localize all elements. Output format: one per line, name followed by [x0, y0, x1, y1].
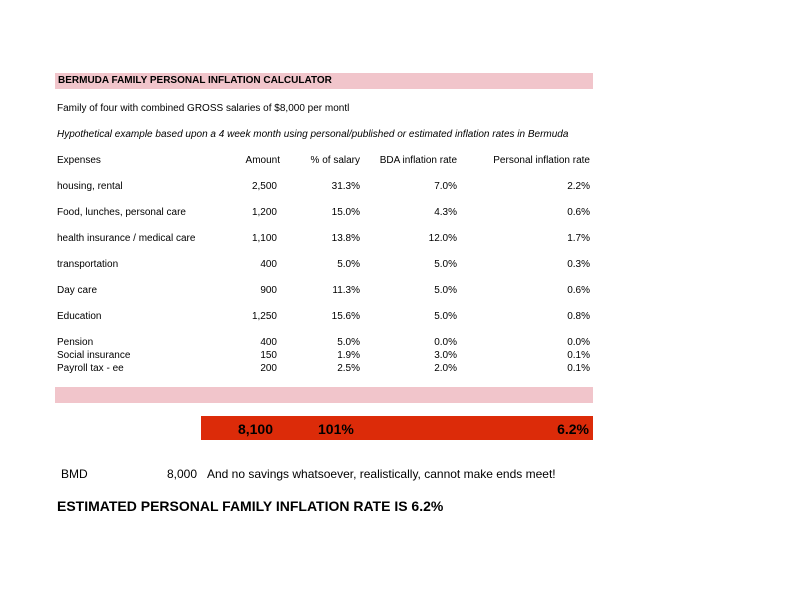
total-pct: 101%	[318, 421, 354, 437]
amount-value: 150	[260, 350, 277, 361]
total-amount: 8,100	[237, 421, 273, 437]
amount-value: 2,500	[251, 181, 277, 192]
personal-value: 0.6%	[567, 285, 590, 296]
expense-label: Food, lunches, personal care	[57, 207, 186, 218]
summary-note: And no savings whatsoever, realistically, cannot make ends meet!	[207, 467, 556, 481]
personal-value: 0.0%	[567, 337, 590, 348]
amount-value: 1,250	[251, 311, 277, 322]
expense-label: housing, rental	[57, 181, 123, 192]
pct-value: 15.0%	[331, 207, 360, 218]
amount-value: 1,200	[251, 207, 277, 218]
header-expenses: Expenses	[57, 155, 101, 166]
bda-value: 3.0%	[434, 350, 457, 361]
personal-value: 0.8%	[567, 311, 590, 322]
bda-value: 2.0%	[434, 363, 457, 374]
header-bda-rate: BDA inflation rate	[379, 155, 457, 166]
intro-text: Family of four with combined GROSS salaries of $8,000 per montl	[57, 103, 350, 114]
page-title: BERMUDA FAMILY PERSONAL INFLATION CALCULATOR	[58, 75, 332, 86]
header-personal-rate: Personal inflation rate	[493, 155, 590, 166]
pct-value: 1.9%	[337, 350, 360, 361]
expense-label: Social insurance	[57, 350, 131, 361]
bda-value: 7.0%	[434, 181, 457, 192]
conclusion-text: ESTIMATED PERSONAL FAMILY INFLATION RATE IS 6.2%	[57, 498, 444, 514]
expense-label: Education	[57, 311, 102, 322]
amount-value: 400	[260, 337, 277, 348]
bda-value: 5.0%	[434, 259, 457, 270]
pct-value: 31.3%	[331, 181, 360, 192]
amount-value: 900	[260, 285, 277, 296]
header-amount: Amount	[245, 155, 280, 166]
personal-value: 0.1%	[567, 363, 590, 374]
personal-value: 2.2%	[567, 181, 590, 192]
personal-value: 1.7%	[567, 233, 590, 244]
bda-value: 5.0%	[434, 285, 457, 296]
expense-label: health insurance / medical care	[57, 233, 196, 244]
expense-label: Day care	[57, 285, 98, 296]
bda-value: 5.0%	[434, 311, 457, 322]
pct-value: 15.6%	[331, 311, 360, 322]
expense-label: Payroll tax - ee	[57, 363, 124, 374]
pct-value: 11.3%	[332, 285, 360, 296]
currency-label: BMD	[61, 467, 88, 481]
amount-value: 200	[260, 363, 277, 374]
expense-label: Pension	[57, 337, 94, 348]
bda-value: 4.3%	[434, 207, 457, 218]
amount-value: 400	[260, 259, 277, 270]
expense-label: transportation	[57, 259, 119, 270]
personal-value: 0.1%	[567, 350, 590, 361]
personal-value: 0.3%	[567, 259, 590, 270]
separator-band	[55, 387, 593, 403]
header-pct-salary: % of salary	[310, 155, 360, 166]
pct-value: 5.0%	[337, 259, 360, 270]
salary-value: 8,000	[166, 467, 197, 481]
bda-value: 0.0%	[434, 337, 457, 348]
total-personal-rate: 6.2%	[557, 421, 589, 437]
amount-value: 1,100	[251, 233, 277, 244]
personal-value: 0.6%	[567, 207, 590, 218]
hypothetical-note: Hypothetical example based upon a 4 week month using personal/published or estimated inflation rates in Bermuda	[57, 129, 569, 140]
pct-value: 2.5%	[337, 363, 360, 374]
pct-value: 13.8%	[331, 233, 360, 244]
bda-value: 12.0%	[428, 233, 457, 244]
pct-value: 5.0%	[337, 337, 360, 348]
